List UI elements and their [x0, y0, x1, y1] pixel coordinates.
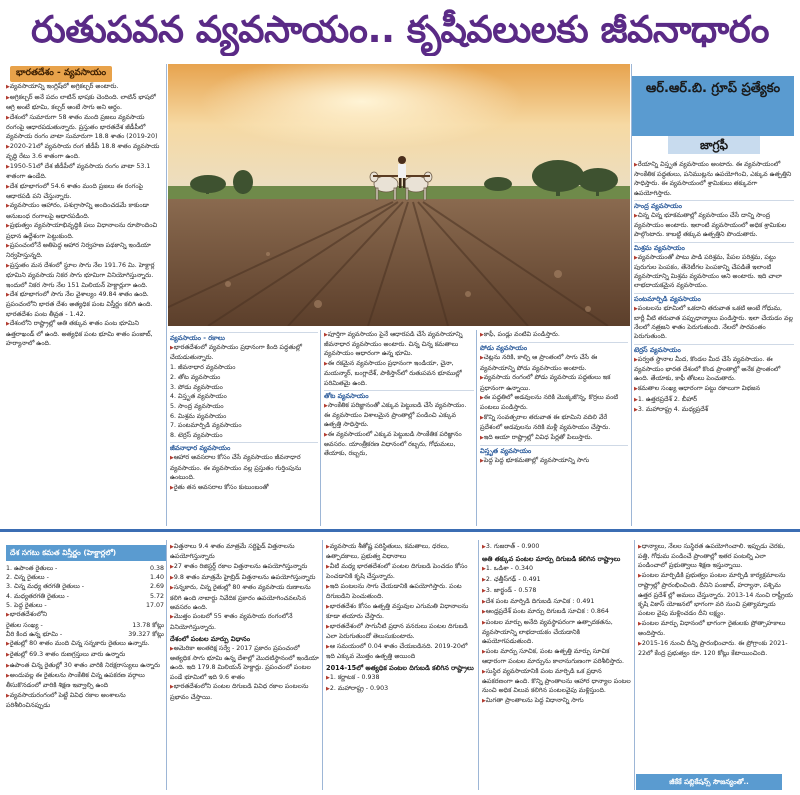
- paragraph: ▶ భారతదేశంలో సాగునీటి ప్రధాన వనరులు పంటల దిగుబడి ఎలా పెరుగుతుందో తెలుసుకుంటారు.: [326, 622, 476, 641]
- paragraph: ▶ 3. గుజరాత్ - 0.900: [482, 542, 632, 552]
- right-paragraph: ▶ వ్యవసాయంతో పాటు పాడి పరిశ్రమ, పేపల పరిశ్రమ, పట్టు పురుగుల పెంపకం, తేనెటీగల పెంపకాన్ని చేపడితే ఇలాంటి వ్యవసాయాన్ని మిశ్రమ వ్యవసాయం అని అంటారు. ఇది చాలా లాభదాయకమైన వ్యవసాయం.: [634, 253, 794, 291]
- holding-value: 2.69: [149, 583, 164, 591]
- paragraph: ▶ ఆ సమయంలో 0.04 శాతం చేయబడినది. 2019-20లో ఇది ఎక్కువ మొత్తం ఉత్పత్తి అయింది: [326, 642, 476, 661]
- column-rule: [476, 330, 477, 526]
- subheading: సాంద్ర వ్యవసాయం: [634, 200, 794, 211]
- left-paragraph: ▶ అగ్రికల్చర్ అనే పదం లాటిన్ భాషకు చెందింది. లాటిన్ భాషలో ఆగ్రి అంటే భూమి, కల్చర్ అంటే సాగు అని అర్థం.: [6, 93, 164, 112]
- right-paragraph: ▶ రేయాన్ని విస్తృత వ్యవసాయం అంటారు. ఈ వ్యవసాయంలో సాంకేతిక పద్ధతులు, పనిముట్లను ఉపయోగించి, ఎక్కువ ఉత్పత్తిని సాధిస్తారు. ఈ వ్యవసాయంలో శ్రామికులు తక్కువగా ఉపయోగిస్తారు.: [634, 160, 794, 198]
- middle-column-3: [480, 330, 628, 526]
- left-paragraph: ▶ 2020-21లో వ్యవసాయ రంగ జీడీపీ 18.8 శాతం వ్యవసాయ వృద్ధి రేటు 3.6 శాతంగా ఉంది.: [6, 142, 164, 161]
- paragraph: ▶ పెద్ద పెద్ద భూకమతాల్లో వ్యవసాయాన్ని సాగు: [480, 456, 628, 466]
- right-paragraph: ▶ 3. మహారాష్ట్ర 4. మధ్యప్రదేశ్: [634, 405, 794, 415]
- paragraph: 4. విస్తృత వ్యవసాయం: [170, 393, 227, 401]
- paragraph: ▶ 27 శాతం రిజిస్టర్డ్ రకాల విత్తనాలను ఉపయోగిస్తున్నారు: [170, 562, 320, 572]
- paragraph: ▶ సన్నకారు, చిన్న రైతుల్లో 80 శాతం వ్యవసాయ రుణాలను కలిగి ఉంది నాబార్డు నివేదిక ప్రకారం ఉపయోగించవలసిన అవసరం ఉంది.: [170, 583, 320, 612]
- paragraph: ▶ 2015-16 నుంచి దీన్ని ప్రారంభించారు. ఈ ప్రోగ్రాంకు 2021-22లో కేంద్ర ప్రభుత్వం రూ. 120 కోట్లు కేటాయించింది.: [638, 639, 794, 658]
- bottom-column-5: [638, 542, 794, 770]
- paragraph: ▶ పంటల మార్పు విధానంలో భాగంగా రైతులకు ప్రోత్సాహకాలు అందిస్తారు.: [638, 619, 794, 638]
- holding-value: 1.40: [149, 574, 164, 582]
- paragraph: ▶ అందువల్ల ఈ రైతులను సాంకేతిక చిన్న ఉపకరణ వర్గాలు తీసుకొనడంలో వారికి శిక్షణ ఇవ్వాల్సి ఉంది: [6, 671, 164, 690]
- paragraph: ▶ దేశ పంట మార్పిడి దిగుబడి సూచిక : 0.491: [482, 597, 632, 607]
- paragraph: ▶ పంటల మార్పు అనేది వ్యవస్థాపరంగా ఉత్పాదకతను, వ్యవసాయాన్ని లాభదాయకం చేయడానికి ఉపయోగపడుతుంది.: [482, 618, 632, 647]
- stat-row: [6, 630, 164, 639]
- paragraph: ▶ వ్యవసాయ శీతోష్ణ పరిస్థితులు, కమతాలు, ధరలు, ఉత్పాదకాలు, ప్రభుత్వ విధానాలు: [326, 542, 476, 561]
- paragraph: 6. మిశ్రమ వ్యవసాయం: [170, 412, 227, 420]
- column-rule: [478, 540, 479, 790]
- paragraph: ▶ చెట్లను నరికి, కాల్చి ఆ ప్రాంతంలో సాగు చేసే ఈ వ్యవసాయాన్ని పోడు వ్యవసాయం అంటారు.: [480, 353, 628, 372]
- paragraph: ▶ ఈ పద్ధతిలో అడవులను నరికి మొక్కజొన్న, కొర్రలు వంటి పంటలు పండిస్తారు.: [480, 393, 628, 412]
- subheading: పోడు వ్యవసాయం: [480, 342, 628, 353]
- stat-value: 13.78 కోట్లు: [132, 621, 164, 629]
- rrb-special-box: [632, 76, 794, 136]
- column-rule: [631, 64, 632, 526]
- paragraph: ▶ పూర్తిగా వ్యవసాయం పైనే ఆధారపడి చేసే వ్యవసాయాన్ని జీవనాధార వ్యవసాయం అంటారు. చిన్న చిన్న కమతాలు వ్యవసాయం ఆధారంగా ఉన్న భూమి.: [324, 330, 474, 359]
- subheading: విస్తృత వ్యవసాయం: [480, 445, 628, 456]
- subheading: టెర్రస్ వ్యవసాయం: [634, 344, 794, 355]
- holding-label: 1. ఉపాంత రైతులు -: [6, 565, 58, 572]
- paragraph: 2. తోట వ్యవసాయం: [170, 373, 221, 381]
- paragraph: ▶ ఆహార అవసరాల కోసం చేసే వ్యవసాయం జీవనాధార వ్యవసాయం. ఈ వ్యవసాయం వల్ల ప్రస్తుతం గుర్తింపును ఉంటుంది.: [170, 453, 318, 482]
- right-paragraph: ▶ కమతాల సంఖ్య ఆధారంగా పట్టు రకాలుగా విభజన: [634, 384, 794, 394]
- left-paragraph: ▶ దేశంలో సుమారుగా 58 శాతం మంది ప్రజలు వ్యవసాయ రంగంపై ఆధారపడుతున్నారు. ప్రస్తుతం భారతదేశ జీడీపీలో వ్యవసాయ రంగం వాటా సుమారుగా 18.8 శాతం (2019-20): [6, 113, 164, 142]
- paragraph: ▶ పంట మార్పు సూచిక, పంట ఉత్పత్తి మార్పు సూచిక ఆధారంగా పంటల మార్పును కాలానుగుణంగా పరిశీలిస్తారు.: [482, 647, 632, 666]
- column-rule: [320, 330, 321, 526]
- bottom-column-1: [6, 564, 164, 790]
- right-paragraph: ▶ చిన్న చిన్న భూకమతాల్లో వ్యవసాయం చేసే దాన్ని సాంద్ర వ్యవసాయం అంటారు. ఇలాంటి వ్యవసాయంలో అధిక శ్రామికుల పాల్గొంటారు. కాబట్టి తక్కువ ఉత్పత్తిని పొందుతారు.: [634, 211, 794, 240]
- paragraph: ▶ భారతదేశం కోసం ఉత్పత్తి వస్తువుల ఎగుమతి విధానాలను కూడా తయారు చేస్తారు.: [326, 602, 476, 621]
- paragraph: ▶ మిగతా ప్రాంతాలను పెద్ద విధానాన్ని సాగు: [482, 696, 632, 706]
- column-rule: [322, 540, 323, 790]
- right-paragraph: ▶ పర్వత స్థానాల మీద, కొండల మీద చేసే వ్యవసాయం. ఈ వ్యవసాయం భారత దేశంలో కొండ ప్రాంతాల్లో అనేక ప్రాంతంలో ఉంది. తేయాకు, కాఫీ తోటలు పెంచుతారు.: [634, 355, 794, 384]
- paragraph: ▶ ఈ రకమైన వ్యవసాయం ప్రధానంగా ఇండియా, చైనా, మయన్మార్, బంగ్లాదేశ్, పాకిస్తాన్‌లో రుతుపవన భూముల్లో పరిమితమై ఉంది.: [324, 359, 474, 388]
- paragraph: 8. టెర్రస్ వ్యవసాయం: [170, 432, 223, 440]
- stat-row: [6, 621, 164, 630]
- bottom-column-3: [326, 542, 476, 790]
- subheading: వ్యవసాయం - రకాలు: [170, 332, 318, 343]
- holding-row: [6, 601, 164, 610]
- paragraph: ▶ 1. కర్ణాటక - 0.938: [326, 673, 476, 683]
- holding-label: 5. పెద్ద రైతులు -: [6, 601, 47, 609]
- subheading: అతి తక్కువ పంటల మార్పు దిగుబడి కలిగిన రాష్ట్రాలు: [482, 555, 621, 564]
- paragraph: ▶ ఇది పంటలను సాగు చేయడానికి ఉపయోగిస్తారు. పంట దిగుబడిని పెంచుతుంది.: [326, 582, 476, 601]
- column-rule: [634, 540, 635, 790]
- left-paragraph: ▶ వ్యవసాయాన్ని ఇంగ్లిష్‌లో అగ్రికల్చర్ అంటారు.: [6, 82, 164, 92]
- bottom-section-title: దేశ సగటు కమత విస్తీర్ణం (హెక్టార్లలో): [6, 545, 166, 561]
- bottom-column-4: [482, 542, 632, 790]
- stat-label: రైతుల సంఖ్య -: [6, 621, 43, 629]
- holding-value: 5.72: [149, 592, 164, 600]
- farmer-ploughing-illustration: [168, 64, 630, 326]
- paragraph: ▶ రైతుల్లో 69.3 శాతం రుణగ్రస్తులు వారు ఉన్నారు: [6, 650, 164, 660]
- paragraph: ▶ రైతుల్లో 80 శాతం మంది చిన్న సన్నకారు రైతులు ఉన్నారు.: [6, 639, 164, 649]
- bottom-column-2: [170, 542, 320, 790]
- holding-row: [6, 564, 164, 573]
- paragraph: ▶ భారతదేశంలోని: [6, 610, 164, 620]
- section-divider: [0, 529, 800, 532]
- paragraph: ▶ ఈ వ్యవసాయంలో ఎక్కువ పెట్టుబడి సాంకేతిక పరిజ్ఞానం అవసరం. యాంత్రీకరణ విధానంలో రబ్బరు, గోధుమలు, తేయాకు, రబ్బరు,: [324, 430, 474, 459]
- paragraph: ▶ రైతు తన అవసరాల కోసం కుటుంబంతో: [170, 483, 318, 493]
- middle-column-2: [324, 330, 474, 526]
- left-paragraph: ▶ వ్యవసాయం ఆహారం, పశుగ్రాసాన్ని అందించడమే కాకుండా అనుబంధ రంగాలపై ఆధారపడింది.: [6, 201, 164, 220]
- holding-row: [6, 582, 164, 591]
- column-rule: [166, 64, 167, 526]
- paragraph: 7. పంటమార్పిడి వ్యవసాయం: [170, 422, 242, 430]
- paragraph: ▶ భారతదేశంలోని పంటల దిగుబడి వివిధ రకాల పంటలను ప్రభావం చేస్తాయి.: [170, 682, 320, 701]
- left-column: [6, 82, 164, 526]
- paragraph: ▶ ఉపాంత చిన్న రైతుల్లో 30 శాతం వారికి నిరక్షరాస్యులు ఉన్నారు: [6, 661, 164, 671]
- holding-label: 3. చిన్న మధ్య తరగతి రైతులు -: [6, 583, 85, 591]
- middle-column-1: [170, 330, 318, 526]
- paragraph: ▶ సాంకేతిక పరిజ్ఞానంతో ఎక్కువ పెట్టుబడి చేసే వ్యవసాయం. ఈ వ్యవసాయం విశాలమైన ప్రాంతాల్లో పండించి ఎక్కువ ఉత్పత్తి సాధిస్తారు.: [324, 401, 474, 430]
- holding-row: [6, 573, 164, 582]
- left-paragraph: ▶ దేశ భూభాగంలో 54.6 శాతం మంది ప్రజలు ఈ రంగంపై ఆధారపడి పని చేస్తున్నారు.: [6, 182, 164, 201]
- paragraph: ▶ వీటి మధ్య భారతదేశంలో పంటల దిగుబడి పెంచడం కోసం పెంచడానికి కృషి చేస్తున్నారు.: [326, 562, 476, 581]
- paragraph: 1. జీవనాధార వ్యవసాయం: [170, 364, 236, 372]
- paragraph: ▶ 9.8 శాతం మాత్రమే హైబ్రిడ్ విత్తనాలను ఉపయోగిస్తున్నారు: [170, 573, 320, 583]
- subheading: తోట వ్యవసాయం: [324, 390, 474, 401]
- subheading: జీవనాధార వ్యవసాయం: [170, 442, 318, 453]
- paragraph: ▶ మొత్తం పంటలో 55 శాతం వ్యవసాయ రంగంలోనే వినియోగిస్తున్నారు.: [170, 612, 320, 631]
- paragraph: ▶ వ్యవసాయరంగంలో పెట్టే వివిధ రకాల అంశాలను పరిశీలించినప్పుడు: [6, 691, 164, 710]
- holding-value: 17.07: [145, 601, 164, 609]
- paragraph: ▶ అమెరికా అంతరిక్ష సర్వే - 2017 ప్రకారం ప్రపంచంలో అత్యధిక సాగు భూమి ఉన్న దేశాల్లో మొదటిస్థానంలో ఇండియా ఉంది. ఇది 179.8 మిలియన్ హెక్టార్లు. ప్రపంచంలో పంటల పండే భూమిలో ఇది 9.6 శాతం: [170, 644, 320, 682]
- paragraph: ▶ 2. ఛత్తీస్‌గఢ్ - 0.491: [482, 575, 632, 585]
- left-paragraph: ▶ దేశంలోని రాష్ట్రాల్లో అతి తక్కువ శాతం పంట భూమిని ఉత్తరాఖండ్ లో ఉంది. అత్యధిక పంట భూమి శాతం పంజాబ్, హర్యానాలో ఉంది.: [6, 319, 164, 348]
- paragraph: ▶ కాఫీ, పండ్లు వంటివి పండిస్తారు.: [480, 330, 628, 340]
- subheading: పంటమార్పిడి వ్యవసాయం: [634, 293, 794, 304]
- left-paragraph: ▶ దేశ భూభాగంలో సాగు నేల వైశాల్యం 49.84 శాతం ఉంది. ప్రపంచంలోని భారత దేశం అత్యధిక పంట విస్తీర్ణం కలిగి ఉంది. భారతదేశం పంట తీవ్రత - 1.42.: [6, 290, 164, 319]
- column-rule: [166, 540, 167, 790]
- right-column: [634, 160, 794, 526]
- paragraph: 5. సాంద్ర వ్యవసాయం: [170, 402, 224, 410]
- rrb-subtitle-geography: జాగ్రఫీ: [668, 136, 760, 154]
- paragraph: ▶ వ్యవసాయ రంగంలో పోడు వ్యవసాయ పద్ధతులు ఇక ప్రధానంగా ఉన్నాయి.: [480, 373, 628, 392]
- left-paragraph: ▶ ప్రపంచంలోనే అతిపెద్ద ఆహార నిర్వహణ పథకాన్ని ఇండియా నిర్వహిస్తున్నది.: [6, 241, 164, 260]
- paragraph: ▶ సుస్థిర వ్యవసాయానికి పంట మార్పిడి ఒక ప్రధాన ఉపకరణంగా ఉంది. కొన్ని ప్రాంతాలను ఆహార ధాన్యాల పంటల నుంచి అధిక విలువ కలిగిన పంటలవైపు మళ్లిస్తుంది.: [482, 667, 632, 696]
- paragraph: ▶ 1. ఒడిశా - 0.340: [482, 564, 632, 574]
- left-paragraph: ▶ ప్రస్తుతం మన దేశంలో స్థూల సాగు నేల 191.76 మి. హెక్టార్ల భూమిని వ్యవసాయ నికర సాగు భూమిగా వినియోగిస్తున్నారు. ఇందులో నికర సాగు నేల 151 మిలియన్ హెక్టార్లుగా ఉంది.: [6, 261, 164, 290]
- page-headline: రుతుపవన వ్యవసాయం.. కృషీవలులకు జీవనాధారం: [31, 8, 769, 51]
- right-paragraph: ▶ 1. ఉత్తరప్రదేశ్ 2. బీహార్: [634, 395, 794, 405]
- paragraph: ▶ 3. జార్ఖండ్ - 0.578: [482, 586, 632, 596]
- subheading: మిశ్రమ వ్యవసాయం: [634, 242, 794, 253]
- stat-label: వీరి కింద ఉన్న భూమి -: [6, 630, 63, 638]
- left-paragraph: ▶ 1950-51లో దేశ జీడీపీలో వ్యవసాయ రంగం వాటా 53.1 శాతంగా ఉండేది.: [6, 162, 164, 181]
- section-label-india-agriculture: భారతదేశం - వ్యవసాయం: [10, 66, 112, 82]
- subheading: 2014-15లో అత్యధిక పంటల దిగుబడి కలిగిన రాష్ట్రాలు: [326, 663, 474, 672]
- paragraph: ▶ విత్తనాలు 9.4 శాతం మాత్రమే సర్టిఫైడ్ విత్తనాలను ఉపయోగిస్తున్నారు: [170, 542, 320, 561]
- publisher-credit: జీకేకే పబ్లికేషన్స్ సౌజన్యంతో..: [636, 774, 782, 790]
- holding-label: 2. చిన్న రైతులు -: [6, 574, 49, 582]
- paragraph: ▶ ఆంధ్రప్రదేశ్ పంట మార్పు దిగుబడి సూచిక : 0.864: [482, 607, 632, 617]
- left-paragraph: ▶ ప్రభుత్వం వ్యవసాయాభివృద్ధికి పలు విధానాలను రూపొందించి ప్రధాన ఉద్దేశంగా పెట్టుకుంది.: [6, 221, 164, 240]
- holding-row: [6, 592, 164, 601]
- rrb-title: ఆర్.ఆర్.బి. గ్రూప్ ప్రత్యేకం: [645, 81, 781, 96]
- paragraph: ▶ భారతదేశంలో వ్యవసాయం ప్రధానంగా కింది పద్ధతుల్లో చేయడుతున్నారు.: [170, 343, 318, 362]
- holding-label: 4. మధ్యతరగతి రైతులు -: [6, 592, 69, 600]
- paragraph: ▶ ఇది ఆయా రాష్ట్రాల్లో వివిధ పేర్లతో పిలుస్తారు.: [480, 433, 628, 443]
- farming-photo: [168, 64, 630, 326]
- right-paragraph: ▶ పంటలను భూమిలో ఒకదాని తరువాత ఒకటి అంటే గోధుమ, బార్లీ వీటి తరువాత పప్పుధాన్యాలు పండిస్తారు. ఇలా చేయడం వల్ల నేలలో నత్రజని శాతం పెరుగుతుంది. నేలలో సారవంతం పెరుగుతుంది.: [634, 304, 794, 342]
- subheading: దేశంలో పంటల మార్పు విధానం: [170, 634, 251, 643]
- paragraph: ▶ కొన్ని సంవత్సరాల తరువాత ఈ భూమిని వదిలి వేరే ప్రదేశంలో అడవులను నరికి మళ్లీ వ్యవసాయం చేస్తారు.: [480, 413, 628, 432]
- paragraph: 3. పోడు వ్యవసాయం: [170, 383, 223, 391]
- paragraph: ▶ 2. మహారాష్ట్ర - 0.903: [326, 684, 476, 694]
- paragraph: ▶ పంటల మార్పిడికి ప్రభుత్వం పంటల మార్పిడి కార్యక్రమాలను రాష్ట్రాల్లో ప్రారంభించింది. దీనిని పంజాబ్, హర్యానా, పశ్చిమ ఉత్తర ప్రదేశ్ ల్లో అమలు చేస్తున్నారు. 2013-14 నుంచి రాష్ట్రీయ కృషి వికాస్ యోజనలో భాగంగా వరి నుంచి ప్రత్యామ్నాయ పంటల వైపు మళ్లించడం దీని లక్ష్యం.: [638, 571, 794, 618]
- stat-value: 39.327 కోట్లు: [128, 630, 164, 638]
- paragraph: ▶ ధాన్యాలు, నేలల సుస్థిరత ఉపయోగించాలి. ఇప్పుడు చెరకు, పత్తి, గోధుమ పండించే ప్రాంతాల్లో ఇతర పంటల్ని ఎలా పండించాలో ప్రభుత్వాలు శిక్షణ ఇస్తున్నాయి.: [638, 542, 794, 571]
- holding-value: 0.38: [149, 565, 164, 572]
